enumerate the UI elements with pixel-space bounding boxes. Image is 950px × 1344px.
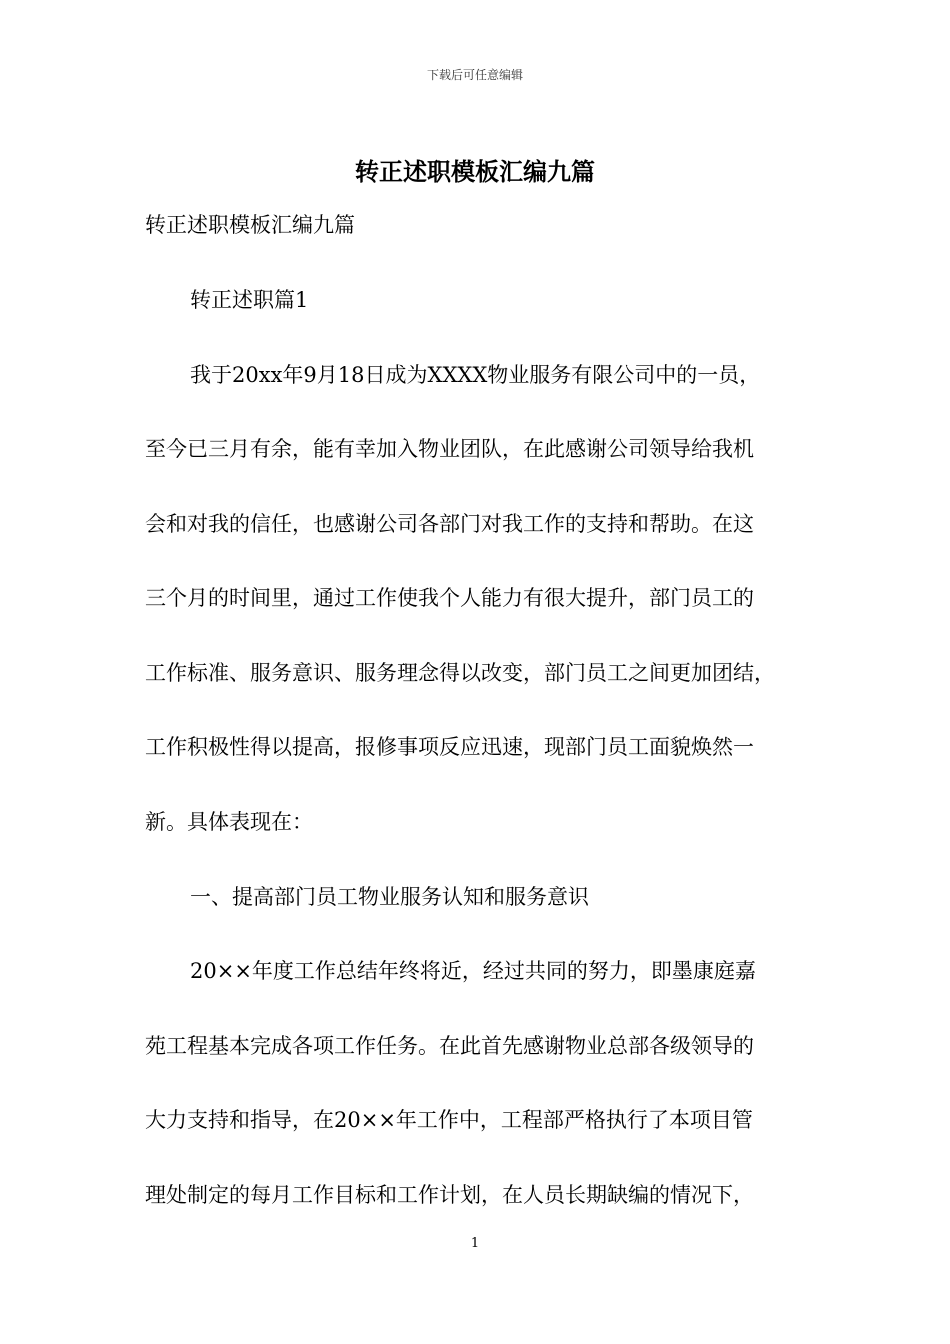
paragraph2-line: 大力支持和指导，在20××年工作中，工程部严格执行了本项目管: [145, 1108, 753, 1132]
section-heading: 转正述职篇1: [190, 288, 309, 312]
document-subtitle: 转正述职模板汇编九篇: [145, 213, 355, 237]
document-title: 转正述职模板汇编九篇: [355, 157, 595, 186]
paragraph1-line: 会和对我的信任，也感谢公司各部门对我工作的支持和帮助。在这: [145, 512, 754, 536]
paragraph1-line: 工作标准、服务意识、服务理念得以改变，部门员工之间更加团结，: [145, 661, 775, 685]
paragraph1-line: 工作积极性得以提高，报修事项反应迅速，现部门员工面貌焕然一: [145, 735, 754, 759]
paragraph1-line: 新。具体表现在：: [145, 810, 313, 834]
paragraph1-line: 三个月的时间里，通过工作使我个人能力有很大提升，部门员工的: [145, 586, 754, 610]
paragraph2-line: 20××年度工作总结年终将近，经过共同的努力，即墨康庭嘉: [190, 959, 756, 983]
paragraph2-line: 理处制定的每月工作目标和工作计划，在人员长期缺编的情况下，: [145, 1183, 754, 1207]
page-number: 1: [470, 1236, 480, 1251]
paragraph1-line: 至今已三月有余，能有幸加入物业团队，在此感谢公司领导给我机: [145, 437, 754, 461]
point-heading: 一、提高部门员工物业服务认知和服务意识: [190, 885, 589, 909]
paragraph2-line: 苑工程基本完成各项工作任务。在此首先感谢物业总部各级领导的: [145, 1034, 754, 1058]
paragraph1-line: 我于20xx年9月18日成为XXXX物业服务有限公司中的一员，: [190, 363, 761, 387]
header-note: 下载后可任意编辑: [426, 68, 523, 82]
